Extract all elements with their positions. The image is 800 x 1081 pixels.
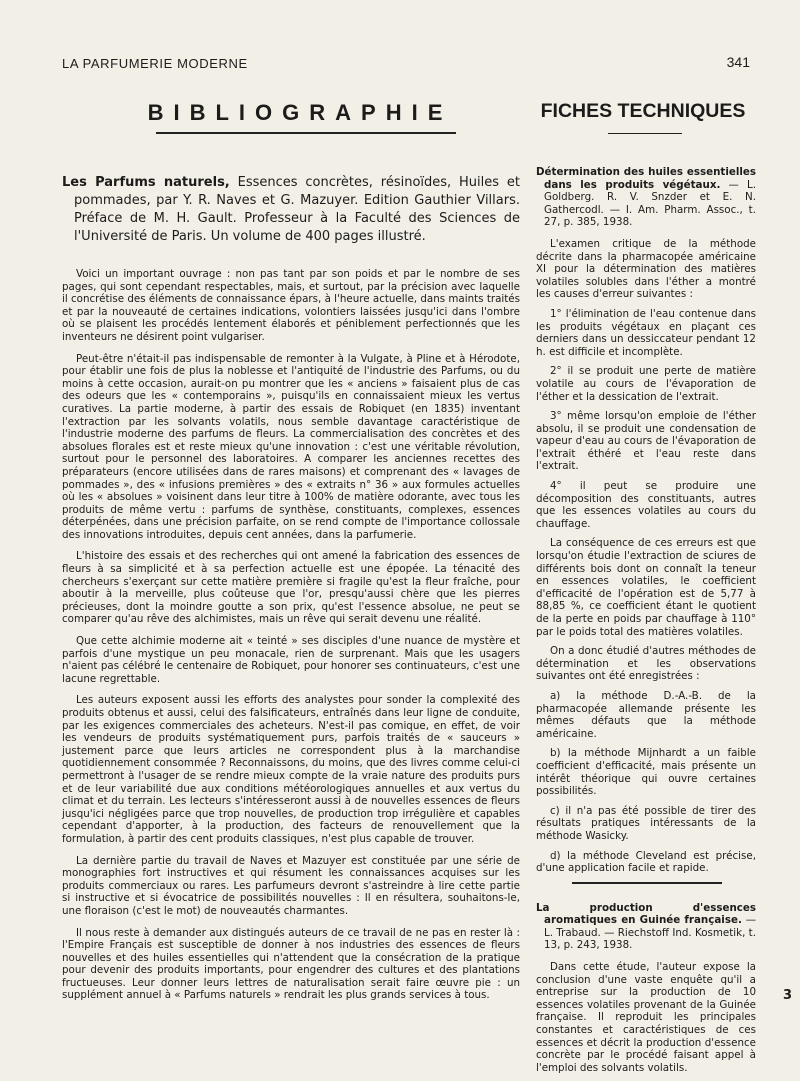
entry-reference: — L. Trabaud. — Riechstoff Ind. Kosmetik, t. 13, p. 243, 1938. xyxy=(544,914,756,952)
entry-title: Détermination des huiles essentielles dans les produits végétaux. xyxy=(536,166,756,191)
entry-paragraph: On a donc étudié d'autres méthodes de détermination et les observations suivantes ont été enregistrées : xyxy=(536,645,756,683)
entry-paragraph: L'examen critique de la méthode décrite dans la pharmacopée américaine XI pour la détermination des matières volatiles solubles dans l'éther a montré les causes d'erreur suivantes : xyxy=(536,237,756,301)
entry-guinea-production xyxy=(536,902,756,1075)
book-citation xyxy=(62,174,520,246)
book-details: Essences concrètes, résinoïdes, Huiles et pommades, par Y. R. Naves et G. Mazuyer. Edition Gauthier Villars. Préface de M. H. Gault. Professeur à la Faculté des Sciences de l'Université de Paris. Un volume de 400 pages illustré. xyxy=(74,175,520,244)
review-paragraph: Les auteurs exposent aussi les efforts des analystes pour sonder la complexité des produits obtenus et aussi, celui des falsificateurs, entraînés dans leur ligne de conduite, par les exigences commerciales des acheteurs. N'est-il pas comique, en effet, de voir les vendeurs de produits systématiquement purs, parfois traités de « sauceurs » justement parce que leurs articles ne correspondent plus à la marchandise quotidiennement consommée ? Reconnaissons, du moins, que des livres comme celui-ci permettront à l'usager de se rendre mieux compte de la vraie nature des produits purs et de leur variabilité due aux conditions météorologiques annuelles et aux vertus du climat et du terrain. Les lecteurs s'intéresseront aussi à de nouvelles essences de fleurs jusqu'ici négligées parce que trop nouvelles, de production trop irrégulière et capables cependant d'apporter, à la production, des facteurs de renouvellement que la formulation, à partir des cent produits classiques, n'est plus capable de trouver. xyxy=(62,694,520,845)
review-paragraph: Que cette alchimie moderne ait « teinté » ses disciples d'une nuance de mystère et parfois d'une mystique un peu monacale, rien de surprenant. Mais que les usagers n'aient pas célébré le centenaire de Robiquet, pour honorer ses continuateurs, c'est une lacune regrettable. xyxy=(62,635,520,685)
entry-paragraph: 3° même lorsqu'on emploie de l'éther absolu, il se produit une condensation de vapeur d'eau au cours de l'évaporation de l'extrait éthéré et l'eau reste dans l'extrait. xyxy=(536,410,756,473)
entry-title: La production d'essences aromatiques en Guinée française. xyxy=(536,901,756,927)
entry-heading xyxy=(536,166,756,229)
heading-rule xyxy=(156,132,456,134)
page-number: 341 xyxy=(726,54,750,70)
entry-separator xyxy=(572,882,722,884)
entry-body xyxy=(536,961,756,1074)
heading-rule xyxy=(608,133,682,134)
review-paragraph: Peut-être n'était-il pas indispensable de remonter à la Vulgate, à Pline et à Hérodote, pour établir une fois de plus la noblesse et l'antiquité de l'industrie des Parfums, ou du moins à cette occasion, aurait-on pu montrer que les « anciens » faisaient plus de cas des odeurs que les « contemporains », puisqu'ils en connaissaient mieux les vertus curatives. La partie moderne, à partir des essais de Robiquet (en 1835) inventant l'extraction par les solvants volatils, nous semble davantage caractéristique de l'industrie moderne des parfums de fleurs. La commercialisation des concrètes et des absolues florales est et reste mieux qu'une innovation : c'est une véritable révolution, surtout pour le personnel des laboratoires. A comparer les anciennes recettes des préparateurs (encore utilisées dans de rares maisons) et comprenant des « lavages de pommades », des « infusions premières » des « extraits n° 36 » aux formules actuelles où les « absolues » voisinent dans leur titre à 100% de matière odorante, avec tous les produits de même vertu : parfums de synthèse, constituants, complexes, essences déterpénées, dans une précision parfaite, on se rend compte de l'importance collossale des innovations introduites, depuis cent années, dans la parfumerie. xyxy=(62,352,520,541)
review-paragraph: La dernière partie du travail de Naves et Mazuyer est constituée par une série de monographies fort instructives et qui résument les connaissances acquises sur les produits commerciaux ou rares. Les parfumeurs devront s'astreindre à lire cette partie si instructive et si évocatrice de possibilités nouvelles : Il en résultera, souhaitons-le, une floraison (c'est le mot) de nouveautés charmantes. xyxy=(62,854,520,917)
entry-essential-oils xyxy=(536,166,756,875)
review-body xyxy=(62,268,520,1002)
technical-sheets-heading: FICHES TECHNIQUES xyxy=(540,100,746,122)
entry-paragraph: La conséquence de ces erreurs est que lorsqu'on étudie l'extraction de sciures de différents bois dont on connaît la teneur en essences volatiles, le coefficient d'efficacité de l'opération est de 5,77 à 88,85 %, ce coefficient étant le quotient de la perte en poids par chauffage à 110° par le poids total des matières volatiles. xyxy=(536,537,756,638)
entry-reference: — L. Goldberg. R. V. Snzder et E. N. Gathercodl. — I. Am. Pharm. Assoc., t. 27, p. 385, 1938. xyxy=(544,178,756,229)
page-mark: 3 xyxy=(782,988,792,1003)
bibliography-heading: BIBLIOGRAPHIE xyxy=(147,100,453,125)
entry-paragraph: a) la méthode D.-A.-B. de la pharmacopée allemande présente les mêmes défauts que la méthode américaine. xyxy=(536,689,756,740)
technical-sheets-column xyxy=(536,100,756,1081)
review-paragraph: Voici un important ouvrage : non pas tant par son poids et par le nombre de ses pages, qui sont cependant respectables, mais, et surtout, par la précision avec laquelle il concrétise des éléments de connaissance épars, à l'heure actuelle, dans maints traités et par la nouveauté de certaines indications, volontiers laissées jusqu'ici dans l'ombre où se plaisent les procédés lentement élaborés et péniblement perfectionnés que les inventeurs ne désirent point vulgariser. xyxy=(62,268,520,343)
entry-heading xyxy=(536,902,756,952)
review-paragraph: Il nous reste à demander aux distingués auteurs de ce travail de ne pas en rester là : l'Empire Français est susceptible de donner à nos industries des essences de fleurs nouvelles et des huiles essentielles qui n'attendent que la consécration de la pratique pour devenir des produits importants, pour engendrer des cultures et des plantations fructueuses. Leur donner leurs lettres de naturalisation serait faire œuvre pie : un supplément annuel à « Parfums naturels » rendrait les plus grands services à tous. xyxy=(62,926,520,1002)
entry-paragraph: d) la méthode Cleveland est précise, d'une application facile et rapide. xyxy=(536,849,756,875)
entry-paragraph: 1° l'élimination de l'eau contenue dans les produits végétaux en plaçant ces derniers dans un dessiccateur pendant 12 h. est difficile et incomplète. xyxy=(536,307,756,358)
entry-paragraph: 2° il se produit une perte de matière volatile au cours de l'évaporation de l'éther et la dessication de l'extrait. xyxy=(536,365,756,403)
entry-paragraph: c) il n'a pas été possible de tirer des résultats pratiques intéressants de la méthode Wasicky. xyxy=(536,804,756,842)
bibliography-column xyxy=(62,100,520,1011)
book-title: Les Parfums naturels, xyxy=(62,175,230,190)
review-paragraph: L'histoire des essais et des recherches qui ont amené la fabrication des essences de fleurs à sa simplicité et à sa perfection actuelle est une épopée. La ténacité des chercheurs s'exerçant sur cette matière première si fragile qu'est la fleur fraîche, pour aboutir à la merveille, plus coûteuse que l'or, presqu'aussi chère que les pierres précieuses, dont la moindre goutte a son prix, qu'est l'essence absolue, ne peut se comparer qu'au rêve des alchimistes, mais un rêve qui serait devenu une réalité. xyxy=(62,550,520,626)
entry-paragraph: 4° il peut se produire une décomposition des constituants, autres que les essences volatiles au cours du chauffage. xyxy=(536,480,756,530)
entry-body xyxy=(536,238,756,875)
journal-title: LA PARFUMERIE MODERNE xyxy=(62,56,248,71)
entry-paragraph: Dans cette étude, l'auteur expose la conclusion d'une vaste enquête qu'il a entreprise sur la production de 10 essences volatiles provenant de la Guinée française. Il reproduit les principales constantes et caractéristiques de ces essences et décrit la production d'essence concrète par le procédé faisant appel à l'emploi des solvants volatils. xyxy=(536,961,756,1074)
entry-paragraph: b) la méthode Mijnhardt a un faible coefficient d'efficacité, mais présente un intérêt théorique qui ouvre certaines possibilités. xyxy=(536,747,756,798)
